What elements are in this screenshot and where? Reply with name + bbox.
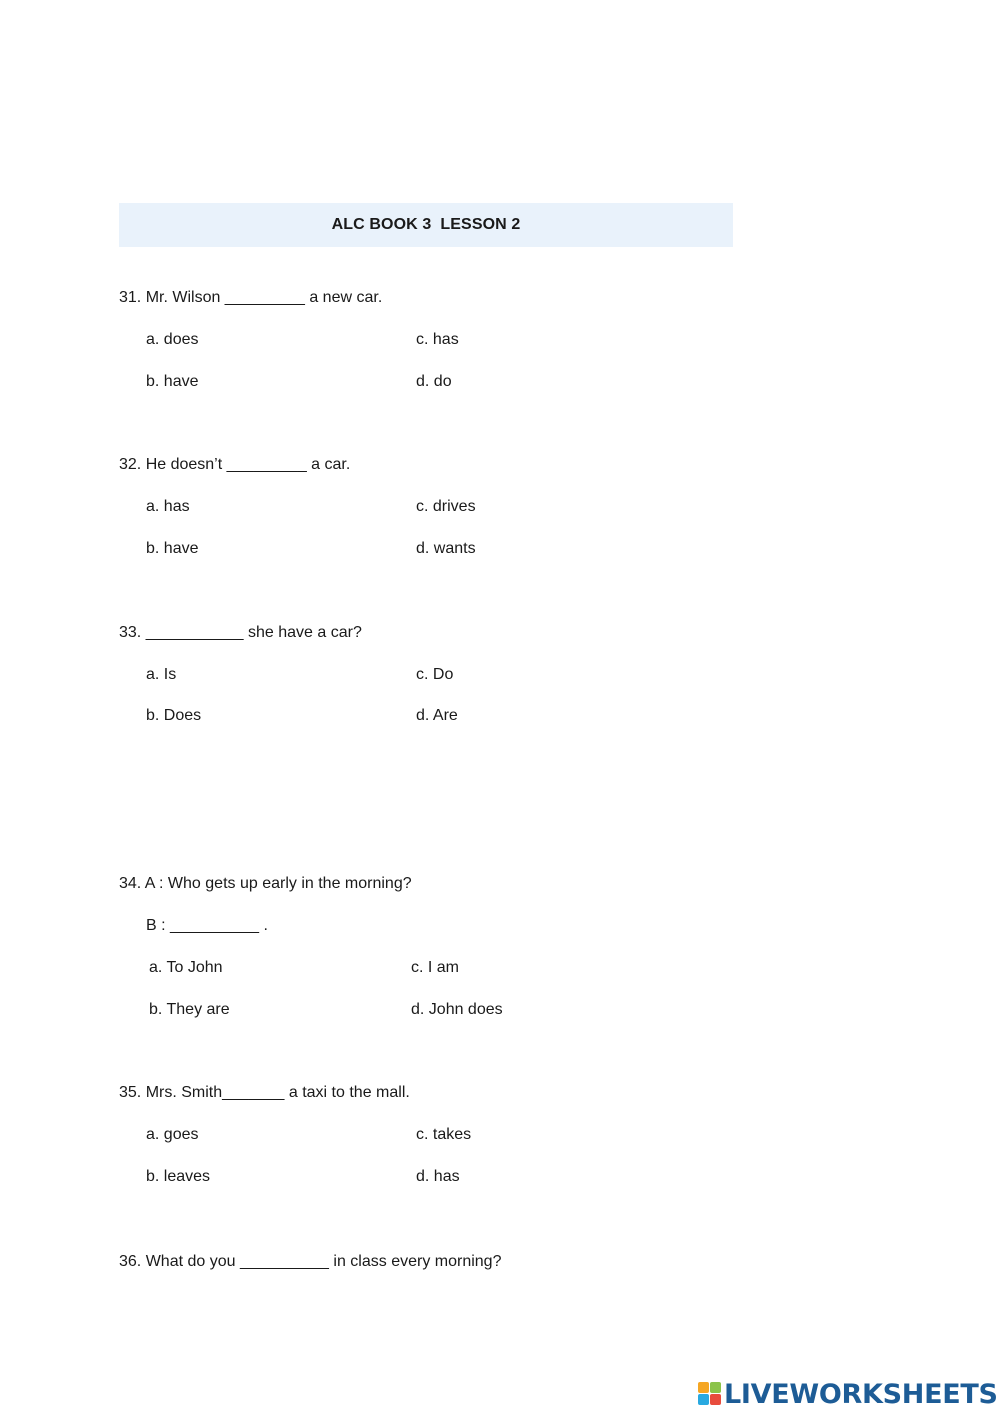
question-34-response-line: B : __________ . (146, 917, 268, 934)
question-34-option-a[interactable]: a. To John (149, 959, 223, 976)
question-32-option-c[interactable]: c. drives (416, 498, 476, 515)
title-banner (119, 203, 733, 247)
question-35-option-b[interactable]: b. leaves (146, 1168, 211, 1185)
question-33-option-c[interactable]: c. Do (416, 666, 454, 683)
question-32-option-b[interactable]: b. have (146, 540, 199, 557)
question-32-option-d[interactable]: d. wants (416, 540, 476, 557)
question-35-option-c[interactable]: c. takes (416, 1126, 472, 1143)
question-35-option-a[interactable]: a. goes (146, 1126, 199, 1143)
logo-text: LIVEWORKSHEETS (724, 1378, 998, 1410)
question-33-option-d[interactable]: d. Are (416, 707, 458, 724)
question-34-option-c[interactable]: c. I am (411, 959, 460, 976)
question-31-option-a[interactable]: a. does (146, 331, 199, 348)
liveworksheets-logo (698, 1379, 998, 1409)
liveworksheets-logo-icon (698, 1382, 722, 1406)
question-33-option-b[interactable]: b. Does (146, 707, 202, 724)
question-36-prompt: 36. What do you __________ in class every morning? (119, 1253, 502, 1270)
question-34-option-d[interactable]: d. John does (411, 1001, 503, 1018)
question-35-option-d[interactable]: d. has (416, 1168, 460, 1185)
question-33-option-a[interactable]: a. Is (146, 666, 177, 683)
question-34-prompt: 34. A : Who gets up early in the morning? (119, 875, 412, 892)
question-31-option-d[interactable]: d. do (416, 373, 452, 390)
page-title: ALC BOOK 3 LESSON 2 (331, 216, 521, 233)
question-32-prompt: 32. He doesn’t _________ a car. (119, 456, 351, 473)
question-32-option-a[interactable]: a. has (146, 498, 190, 515)
question-33-prompt: 33. ___________ she have a car? (119, 624, 362, 641)
question-35-prompt: 35. Mrs. Smith_______ a taxi to the mall. (119, 1084, 410, 1101)
question-31-prompt: 31. Mr. Wilson _________ a new car. (119, 289, 383, 306)
question-31-option-b[interactable]: b. have (146, 373, 199, 390)
question-31-option-c[interactable]: c. has (416, 331, 459, 348)
question-34-option-b[interactable]: b. They are (149, 1001, 230, 1018)
